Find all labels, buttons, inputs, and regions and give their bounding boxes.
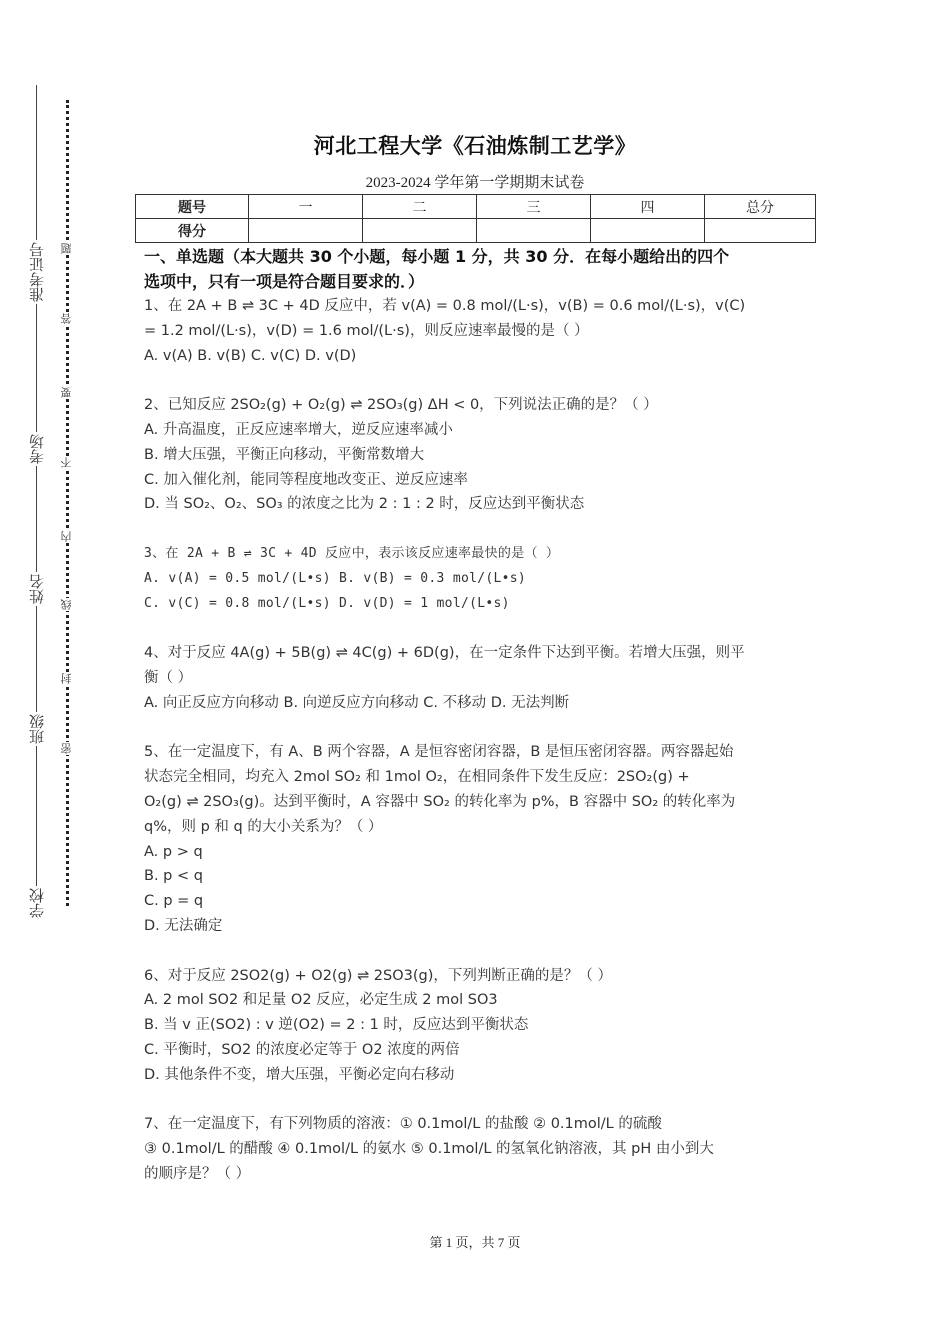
question-text: 2、已知反应 2SO₂(g) + O₂(g) ⇌ 2SO₃(g) ΔH < 0，下列说法正确的是？（ ） — [144, 397, 658, 414]
column-header: 二 — [363, 195, 477, 219]
question-3 — [144, 542, 824, 616]
field-label-exam-number: 准考证号 — [24, 240, 50, 304]
option-a: A. 升高温度，正反应速率增大，逆反应速率减小 — [144, 421, 453, 438]
field-label-name: 姓名 — [24, 572, 50, 606]
question-text: 6、对于反应 2SO2(g) + O2(g) ⇌ 2SO3(g)，下列判断正确的是？（ ） — [144, 967, 613, 984]
option-a: A. p > q — [144, 843, 203, 860]
column-header: 一 — [249, 195, 363, 219]
score-table-header-row — [136, 195, 816, 219]
question-4 — [144, 641, 824, 715]
question-text: = 1.2 mol/(L·s)，v(D) = 1.6 mol/(L·s)，则反应速率最慢的是（ ） — [144, 322, 589, 339]
question-text: 状态完全相同，均充入 2mol SO₂ 和 1mol O₂，在相同条件下发生反应：2SO₂(g) + — [144, 769, 690, 786]
option-b: B. 当 v 正(SO2) : v 逆(O2) = 2 : 1 时，反应达到平衡状态 — [144, 1017, 529, 1034]
question-text: 5、在一定温度下，有 A、B 两个容器，A 是恒容密闭容器，B 是恒压密闭容器。两容器起始 — [144, 744, 734, 761]
seal-char: 题 — [58, 242, 76, 255]
seal-dotted-line — [66, 100, 69, 906]
field-label-school: 学校 — [24, 886, 50, 920]
score-cell[interactable] — [591, 219, 705, 243]
options-c-d: C. v(C) = 0.8 mol/(L•s) D. v(D) = 1 mol/(L•s) — [144, 595, 510, 611]
question-options: A. 向正反应方向移动 B. 向逆反应方向移动 C. 不移动 D. 无法判断 — [144, 694, 570, 711]
option-d: D. 无法确定 — [144, 917, 223, 934]
seal-char: 内 — [58, 530, 76, 543]
section-heading: 选项中，只有一项是符合题目要求的．） — [144, 272, 425, 291]
seal-char: 答 — [58, 312, 76, 325]
score-table — [135, 194, 816, 243]
question-6 — [144, 964, 824, 1088]
option-b: B. 增大压强，平衡正向移动，平衡常数增大 — [144, 446, 425, 463]
seal-char: 不 — [58, 456, 76, 469]
binding-solid-line — [36, 85, 37, 893]
seal-char: 要 — [58, 386, 76, 399]
question-text: 7、在一定温度下，有下列物质的溶液：① 0.1mol/L 的盐酸 ② 0.1mol/L 的硫酸 — [144, 1116, 662, 1133]
row-label-question-number: 题号 — [136, 195, 249, 219]
question-text: q%，则 p 和 q 的大小关系为？（ ） — [144, 818, 383, 835]
option-a: A. 2 mol SO2 和足量 O2 反应，必定生成 2 mol SO3 — [144, 992, 498, 1009]
question-7 — [144, 1112, 824, 1186]
question-text: 的顺序是？（ ） — [144, 1165, 251, 1182]
score-cell[interactable] — [249, 219, 363, 243]
exam-content — [144, 244, 824, 1187]
column-header: 三 — [477, 195, 591, 219]
question-text: 1、在 2A + B ⇌ 3C + 4D 反应中，若 v(A) = 0.8 mol/(L·s)，v(B) = 0.6 mol/(L·s)，v(C) — [144, 298, 746, 314]
option-d: D. 其他条件不变，增大压强，平衡必定向右移动 — [144, 1066, 455, 1083]
option-d: D. 当 SO₂、O₂、SO₃ 的浓度之比为 2 : 1 : 2 时，反应达到平衡状态 — [144, 496, 585, 513]
question-2 — [144, 393, 824, 517]
option-c: C. 加入催化剂，能同等程度地改变正、逆反应速率 — [144, 471, 468, 488]
field-label-exam-room: 考场 — [24, 432, 50, 466]
option-c: C. p = q — [144, 893, 204, 910]
question-text: 3、在 2A + B ⇌ 3C + 4D 反应中，表示该反应速率最快的是（ ） — [144, 545, 560, 561]
seal-char: 密 — [58, 742, 76, 755]
page-title: 河北工程大学《石油炼制工艺学》 — [313, 134, 637, 158]
question-options: A. v(A) B. v(B) C. v(C) D. v(D) — [144, 347, 357, 364]
question-5 — [144, 740, 824, 938]
row-label-score: 得分 — [136, 219, 249, 243]
question-text: O₂(g) ⇌ 2SO₃(g)。达到平衡时，A 容器中 SO₂ 的转化率为 p%，B 容器中 SO₂ 的转化率为 — [144, 793, 736, 810]
question-text: ③ 0.1mol/L 的醋酸 ④ 0.1mol/L 的氨水 ⑤ 0.1mol/L 的氢氧化钠溶液，其 pH 由小到大 — [144, 1141, 714, 1158]
score-table-score-row — [136, 219, 816, 243]
column-header: 四 — [591, 195, 705, 219]
field-label-class: 班级 — [24, 712, 50, 746]
score-cell[interactable] — [363, 219, 477, 243]
score-cell-total[interactable] — [705, 219, 816, 243]
page-number: 第 1 页，共 7 页 — [429, 1235, 521, 1250]
option-b: B. p < q — [144, 868, 203, 885]
question-text: 4、对于反应 4A(g) + 5B(g) ⇌ 4C(g) + 6D(g)，在一定条件下达到平衡。若增大压强，则平 — [144, 645, 745, 662]
option-c: C. 平衡时，SO2 的浓度必定等于 O2 浓度的两倍 — [144, 1041, 460, 1058]
question-1 — [144, 294, 824, 368]
column-header-total: 总分 — [705, 195, 816, 219]
exam-subtitle: 2023-2024 学年第一学期期末试卷 — [365, 175, 585, 191]
seal-char: 线 — [58, 598, 76, 611]
score-cell[interactable] — [477, 219, 591, 243]
section-heading: 一、单选题（本大题共 30 个小题，每小题 1 分，共 30 分．在每小题给出的四个 — [144, 247, 730, 266]
question-text: 衡（ ） — [144, 669, 193, 686]
options-a-b: A. v(A) = 0.5 mol/(L•s) B. v(B) = 0.3 mol/(L•s) — [144, 570, 526, 586]
seal-char: 封 — [58, 672, 76, 685]
